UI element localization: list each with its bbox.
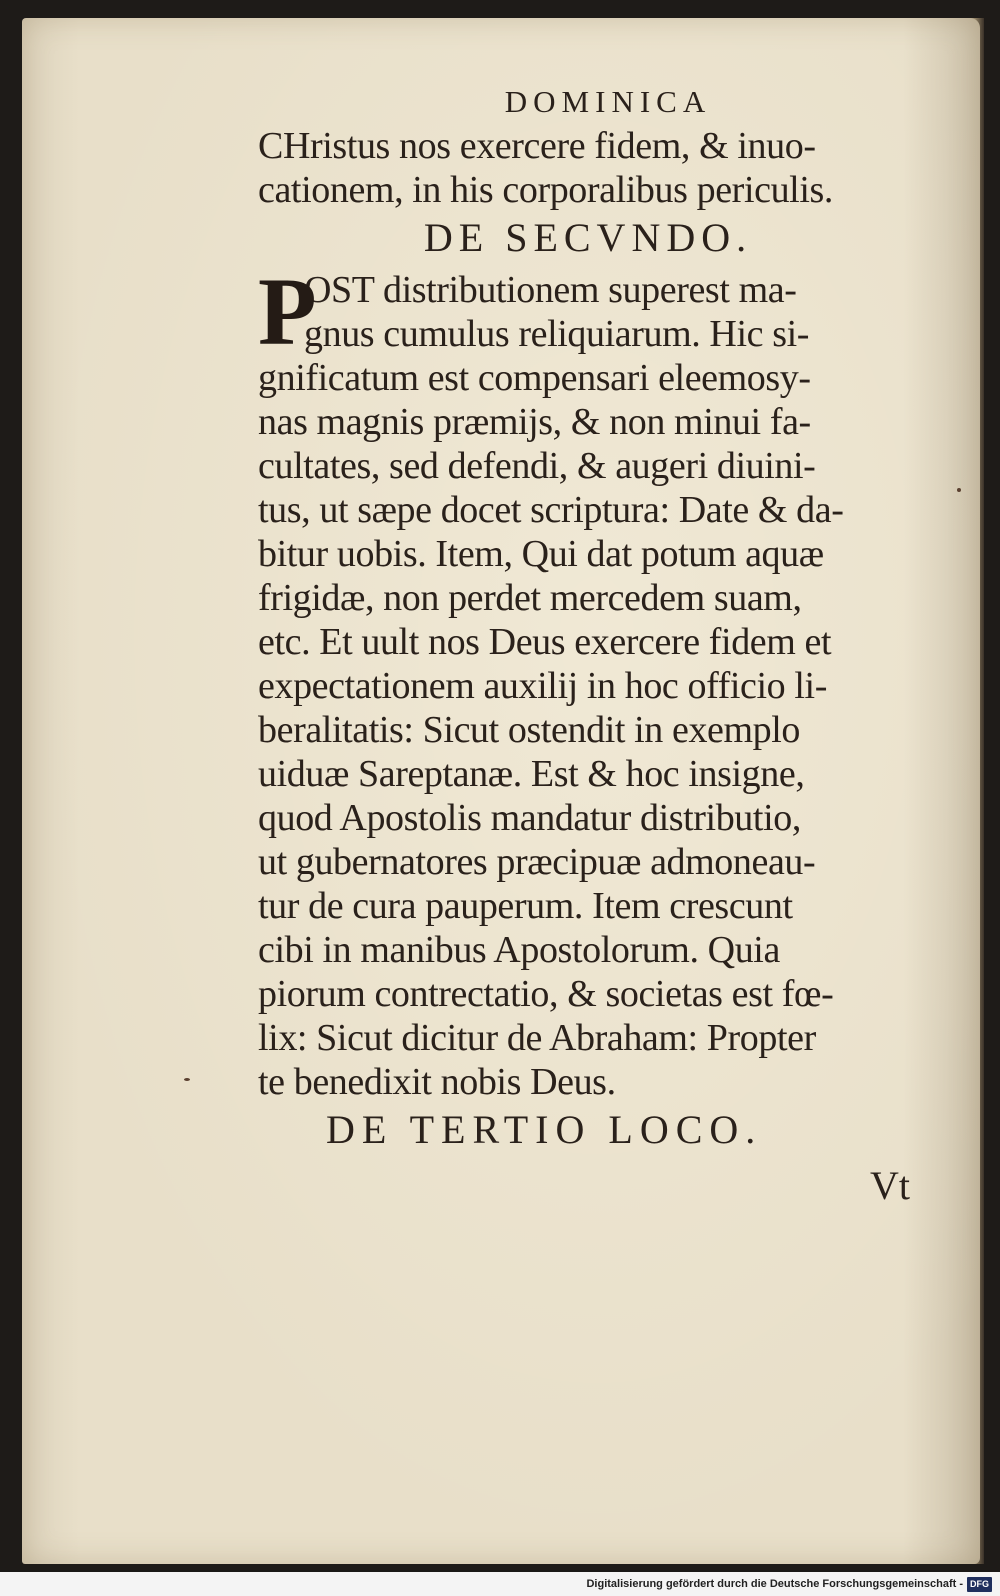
text-line: uiduæ Sareptanæ. Est & hoc insigne, (258, 753, 805, 795)
text-line: CHristus nos exercere fidem, & inuo- (258, 125, 816, 167)
section-two (258, 258, 918, 1104)
footer-bar (0, 1572, 1000, 1596)
ink-speck (184, 1078, 190, 1081)
text-line: gnificatum est compensari eleemosy- (258, 357, 811, 399)
running-head: DOMINICA (504, 84, 712, 119)
section-one (258, 124, 918, 212)
section-heading-third: DE TERTIO LOCO. (326, 1107, 763, 1152)
text-line: gnus cumulus reliquiarum. Hic si- (304, 313, 809, 355)
drop-cap: P (258, 258, 317, 365)
text-line: ut gubernatores præcipuæ admoneau- (258, 841, 816, 883)
footer-credit: Digitalisierung gefördert durch die Deutsche Forschungsgemeinschaft - (586, 1578, 963, 1591)
section-heading-second: DE SECVNDO. (423, 215, 753, 260)
text-line: tus, ut sæpe docet scriptura: Date & da- (258, 489, 844, 531)
text-line: OST distributionem superest ma- (304, 269, 797, 311)
text-line: bitur uobis. Item, Qui dat potum aquæ (258, 533, 824, 575)
text-line: cibi in manibus Apostolorum. Quia (258, 929, 780, 971)
text-line: cultates, sed defendi, & augeri diuini- (258, 445, 816, 487)
text-line: quod Apostolis mandatur distributio, (258, 797, 801, 839)
catchword: Vt (870, 1163, 910, 1208)
text-line: nas magnis præmijs, & non minui fa- (258, 401, 811, 443)
dfg-logo: DFG (967, 1577, 992, 1592)
text-line: te benedixit nobis Deus. (258, 1061, 616, 1103)
text-line: frigidæ, non perdet mercedem suam, (258, 577, 802, 619)
text-line: lix: Sicut dicitur de Abraham: Propter (258, 1017, 816, 1059)
text-line: etc. Et uult nos Deus exercere fidem et (258, 621, 832, 663)
text-line: piorum contrectatio, & societas est fœ- (258, 973, 834, 1015)
text-line: tur de cura pauperum. Item crescunt (258, 885, 793, 927)
text-line: cationem, in his corporalibus periculis. (258, 169, 833, 211)
text-line: expectationem auxilij in hoc officio li- (258, 665, 827, 707)
text-block (258, 80, 918, 1208)
ink-speck (957, 488, 961, 492)
text-line: beralitatis: Sicut ostendit in exemplo (258, 709, 801, 751)
